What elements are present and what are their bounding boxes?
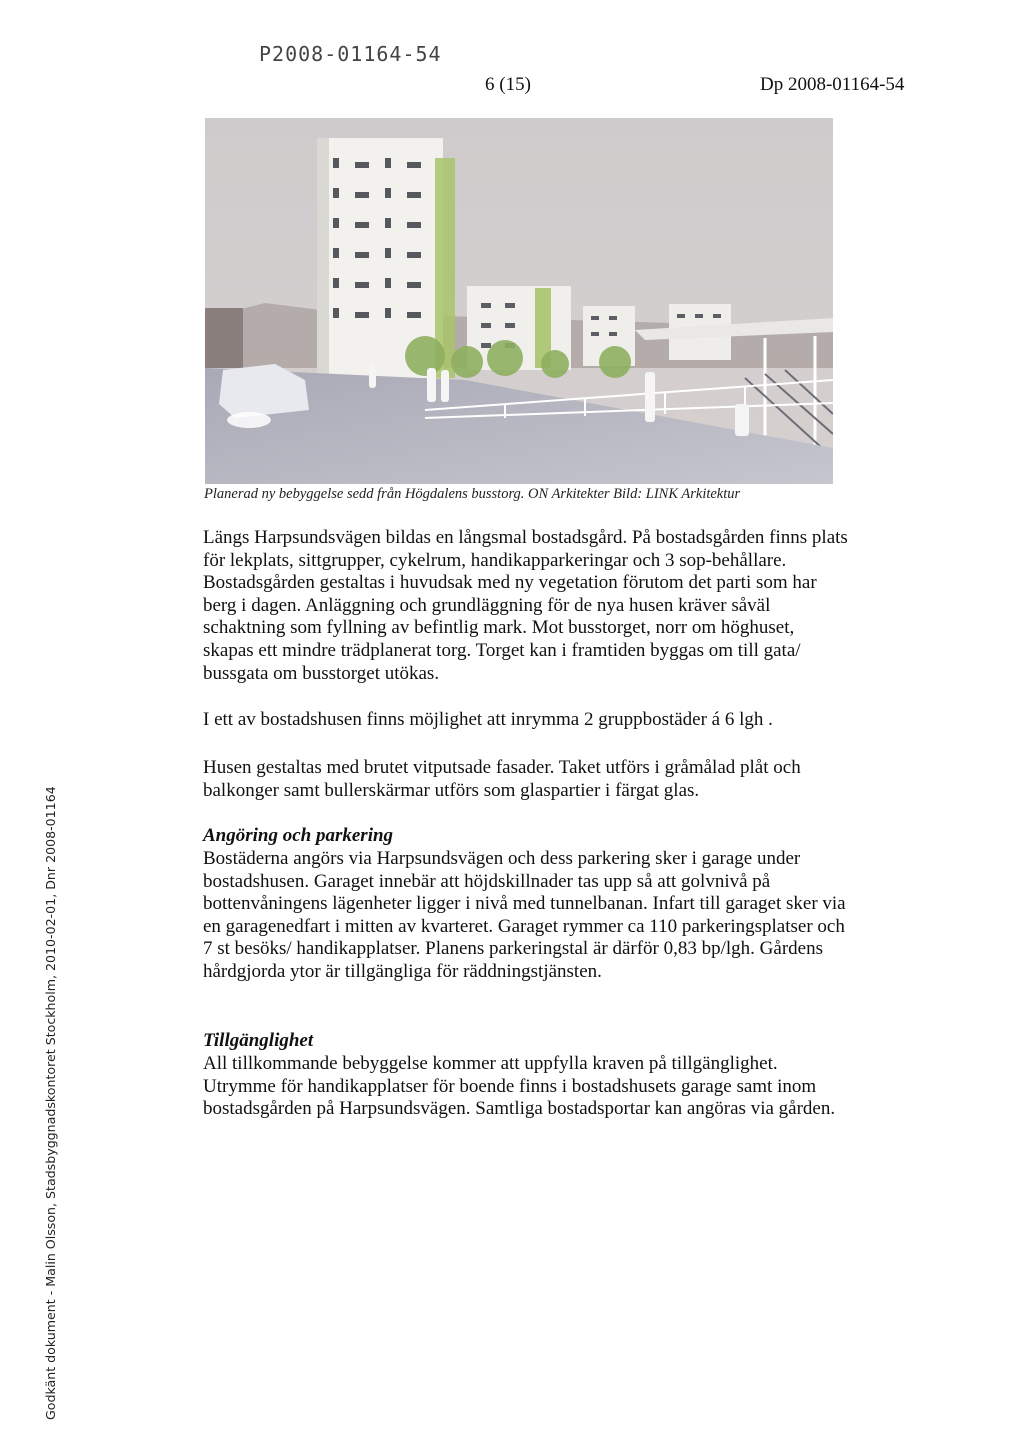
existing-building — [205, 308, 243, 368]
paragraph-gruppbostader: I ett av bostadshusen finns möjlighet att inrymma 2 gruppbostäder á 6 lgh . — [203, 709, 773, 730]
approval-margin-note: Godkänt dokument - Malin Olsson, Stadsbyggnadskontoret Stockholm, 2010-02-01, Dnr 2008-01164 — [43, 786, 58, 1420]
file-stamp: P2008-01164-54 — [259, 42, 442, 66]
page-number: 6 (15) — [485, 74, 531, 95]
paragraph-fasader: Husen gestaltas med brutet vitputsade fasader. Taket utförs i gråmålad plåt och balkonger samt bullerskärmar utförs som glaspartier i färgat glas. — [203, 757, 801, 801]
paragraph-bostadsgard: Längs Harpsundsvägen bildas en långsmal bostadsgård. På bostadsgården finns plats för lekplats, sittgrupper, cykelrum, handikapparkeringar och 3 sop-behållare. Bostadsgården gestaltas i huvudsak med ny vegetation förutom det parti som har berg i dagen. Anläggning och grundläggning för de nya husen kräver såväl schaktning som fyllning av befintlig mark. Mot busstorget, norr om höghuset, skapas ett mindre trädplanerat torg. Torget kan i framtiden byggas om till gata/ bussgata om busstorget utökas. — [203, 527, 848, 684]
architectural-rendering — [205, 118, 833, 484]
figure-caption: Planerad ny bebyggelse sedd från Högdalens busstorg. ON Arkitekter Bild: LINK Arkitektur — [204, 486, 741, 502]
section-text-tillganglighet: All tillkommande bebyggelse kommer att uppfylla kraven på tillgänglighet. Utrymme för handikapplatser för boende finns i bostadshusets garage samt inom bostadsgården på Harpsundsvägen. Samtliga bostadsportar kan angöras via gården. — [203, 1053, 836, 1120]
section-text-parkering: Bostäderna angörs via Harpsundsvägen och dess parkering sker i garage under bostadshusen. Garaget innebär att höjdskillnader tas upp så att golvnivå på bottenvåningens lägenheter ligger i nivå med tunnelbanan. Infart till garaget sker via en garagenedfart i mitten av kvarteret. Garaget rymmer ca 110 parkeringsplatser och 7 st besöks/ handikapplatser. Planens parkeringstal är därför 0,83 bp/lgh. Gårdens hårdgjorda ytor är tillgängliga för räddningstjänsten. — [203, 848, 846, 982]
document-reference: Dp 2008-01164-54 — [760, 74, 905, 95]
section-heading-tillganglighet: Tillgänglighet — [203, 1030, 314, 1051]
section-heading-parkering: Angöring och parkering — [203, 825, 394, 846]
